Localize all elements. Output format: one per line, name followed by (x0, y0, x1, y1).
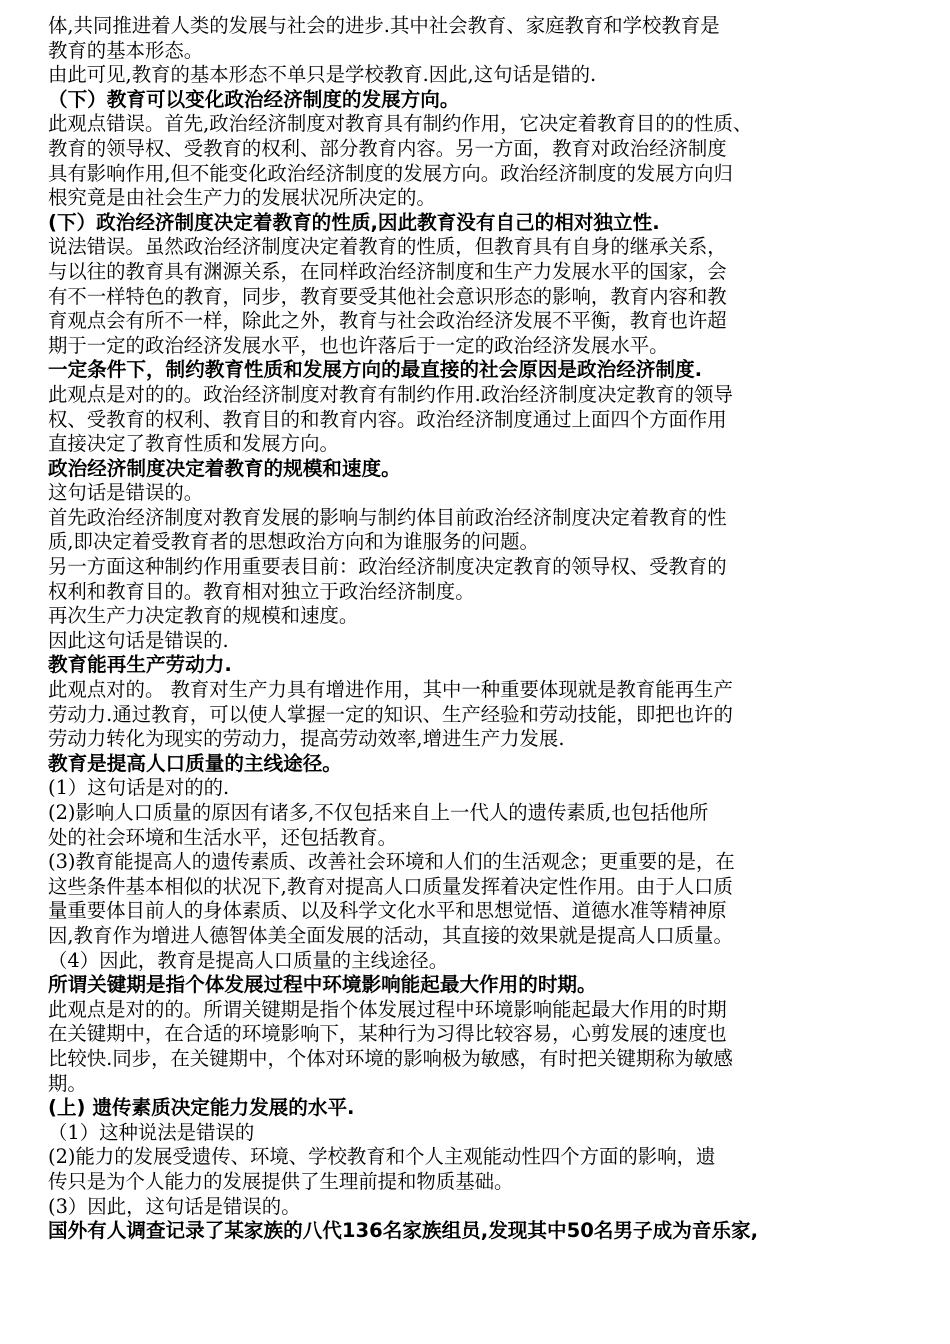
body-text-line: (2)能力的发展受遗传、环境、学校教育和个人主观能动性四个方面的影响，遗 (48, 1145, 716, 1169)
body-text-line: 传只是为个人能力的发展提供了生理前提和物质基础。 (48, 1169, 514, 1193)
body-text-line: 首先政治经济制度对教育发展的影响与制约体目前政治经济制度决定着教育的性 (48, 505, 727, 529)
body-text-line: 权、受教育的权利、教育目的和教育内容。政治经济制度通过上面四个方面作用 (48, 407, 727, 431)
section-heading: 一定条件下，制约教育性质和发展方向的最直接的社会原因是政治经济制度. (48, 358, 703, 382)
body-text-line: 权利和教育目的。教育相对独立于政治经济制度。 (48, 579, 475, 603)
section-heading: (上) 遗传素质决定能力发展的水平. (48, 1096, 355, 1120)
body-text-line: 再次生产力决定教育的规模和速度。 (48, 604, 359, 628)
body-text-line: (1）这句话是对的的. (48, 776, 230, 800)
section-heading: 教育能再生产劳动力. (48, 653, 232, 677)
body-text-line: 在关键期中，在合适的环境影响下，某种行为习得比较容易，心剪发展的速度也 (48, 1022, 727, 1046)
body-text-line: 由此可见,教育的基本形态不单只是学校教育.因此,这句话是错的. (48, 63, 597, 87)
body-text-line: 此观点是对的的。政治经济制度对教育有制约作用.政治经济制度决定教育的领导 (48, 382, 733, 406)
body-text-line: 体,共同推进着人类的发展与社会的进步.其中社会教育、家庭教育和学校教育是 (48, 14, 720, 37)
body-text-line: 期。 (48, 1071, 87, 1095)
body-text-line: 育观点会有所不一样，除此之外，教育与社会政治经济发展不平衡，教育也许超 (48, 309, 727, 333)
body-text-line: 与以往的教育具有渊源关系，在同样政治经济制度和生产力发展水平的国家，会 (48, 259, 727, 283)
body-text-line: 此观点错误。首先,政治经济制度对教育具有制约作用，它决定着教育目的的性质、 (48, 112, 753, 136)
section-heading: 政治经济制度决定着教育的规模和速度。 (48, 456, 401, 480)
body-text-line: (3)教育能提高人的遗传素质、改善社会环境和人们的生活观念；更重要的是，在 (48, 850, 735, 874)
body-text-line: 另一方面这种制约作用重要表目前：政治经济制度决定教育的领导权、受教育的 (48, 555, 727, 579)
body-text-line: 这句话是错误的。 (48, 481, 204, 505)
section-heading: （下）教育可以变化政治经济制度的发展方向。 (48, 87, 460, 111)
section-heading: 所谓关键期是指个体发展过程中环境影响能起最大作用的时期。 (48, 973, 597, 997)
body-text-line: 期于一定的政治经济发展水平，也也许落后于一定的政治经济发展水平。 (48, 333, 669, 357)
body-text-line: 这些条件基本相似的状况下,教育对提高人口质量发挥着决定性作用。由于人口质 (48, 874, 733, 898)
body-text-line: (3）因此，这句话是错误的。 (48, 1194, 301, 1218)
body-text-line: 因此这句话是错误的. (48, 628, 229, 652)
body-text-line: 量重要体目前人的身体素质、以及科学文化水平和思想觉悟、道德水准等精神原 (48, 899, 727, 923)
body-text-line: 有不一样特色的教育，同步，教育要受其他社会意识形态的影响，教育内容和教 (48, 284, 727, 308)
section-heading: 国外有人调查记录了某家族的八代136名家族组员,发现其中50名男子成为音乐家, (48, 1219, 759, 1243)
body-text-line: （1）这种说法是错误的 (48, 1120, 255, 1144)
body-text-line: (2)影响人口质量的原因有诸多,不仅包括来自上一代人的遗传素质,也包括他所 (48, 801, 709, 824)
body-text-line: 劳动力.通过教育，可以使人掌握一定的知识、生产经验和劳动技能，即把也许的 (48, 702, 733, 726)
body-text-line: 根究竟是由社会生产力的发展状况所决定的。 (48, 186, 436, 210)
body-text-line: 质,即决定着受教育者的思想政治方向和为谁服务的问题。 (48, 530, 539, 554)
body-text-line: 比较快.同步，在关键期中，个体对环境的影响极为敏感，有时把关键期称为敏感 (48, 1046, 733, 1070)
body-text-line: （4）因此，教育是提高人口质量的主线途径。 (48, 948, 449, 972)
section-heading: (下）政治经济制度决定着教育的性质,因此教育没有自己的相对独立性. (48, 210, 660, 234)
body-text-line: 因,教育作为增进人德智体美全面发展的活动，其直接的效果就是提高人口质量。 (48, 923, 733, 947)
body-text-line: 具有影响作用,但不能变化政治经济制度的发展方向。政治经济制度的发展方向归 (48, 161, 733, 185)
body-text-line: 教育的领导权、受教育的权利、部分教育内容。另一方面，教育对政治经济制度 (48, 136, 727, 160)
body-text-line: 此观点对的。 教育对生产力具有增进作用，其中一种重要体现就是教育能再生产 (48, 678, 733, 702)
body-text-line: 说法错误。虽然政治经济制度决定着教育的性质，但教育具有自身的继承关系， (48, 235, 727, 259)
body-text-line: 直接决定了教育性质和发展方向。 (48, 432, 339, 456)
section-heading: 教育是提高人口质量的主线途径。 (48, 751, 342, 775)
body-text-line: 教育的基本形态。 (48, 38, 204, 62)
body-text-line: 处的社会环境和生活水平，还包括教育。 (48, 825, 398, 849)
body-text-line: 劳动力转化为现实的劳动力，提高劳动效率,增进生产力发展. (48, 727, 565, 751)
body-text-line: 此观点是对的的。所谓关键期是指个体发展过程中环境影响能起最大作用的时期 (48, 997, 727, 1021)
